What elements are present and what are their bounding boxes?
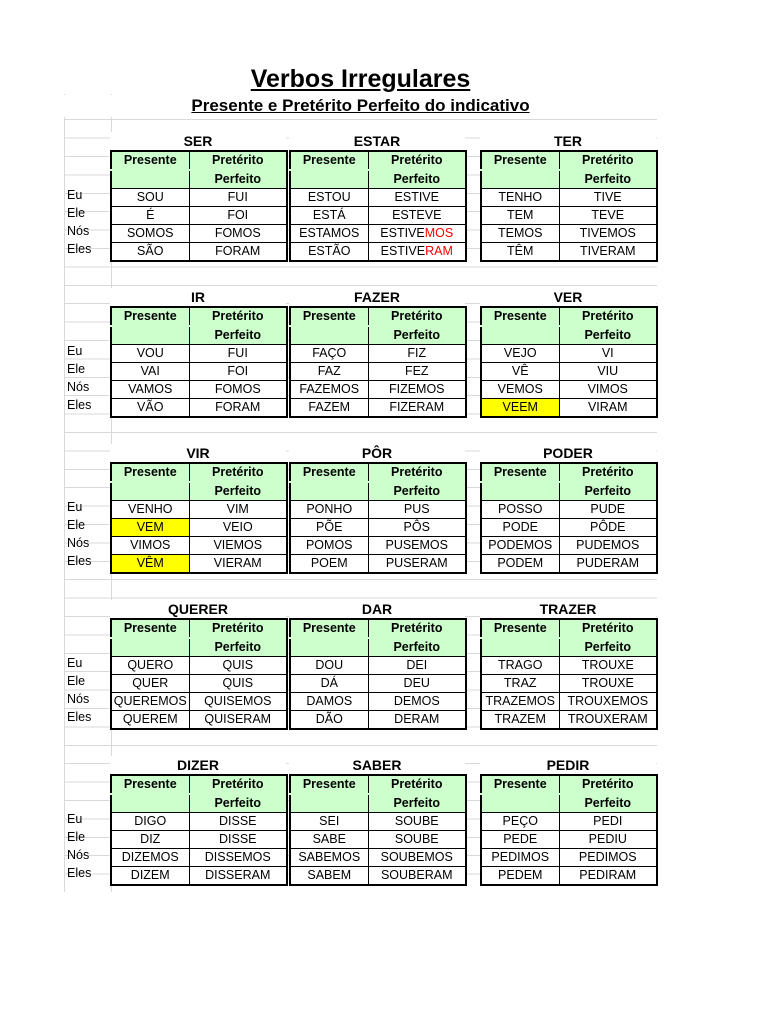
table-row — [481, 693, 657, 711]
presente-cell: VIMOS — [111, 537, 189, 555]
table-row — [111, 207, 287, 225]
presente-cell: QUEREM — [111, 711, 189, 730]
page-subtitle: Presente e Pretérito Perfeito do indicativo — [64, 95, 657, 117]
header-presente-spacer — [481, 170, 559, 189]
header-presente: Presente — [290, 463, 368, 482]
presente-cell: FAZ — [290, 363, 368, 381]
conjugation-table — [110, 150, 288, 262]
verb-name: ESTAR — [289, 132, 465, 150]
preterito-cell: TIVERAM — [559, 243, 657, 262]
presente-cell: TÊM — [481, 243, 559, 262]
table-row — [481, 831, 657, 849]
header-presente-spacer — [481, 326, 559, 345]
preterito-cell: DISSE — [189, 831, 287, 849]
presente-cell: TENHO — [481, 189, 559, 207]
preterito-cell: VI — [559, 345, 657, 363]
presente-cell: SABEMOS — [290, 849, 368, 867]
table-row — [290, 207, 466, 225]
pronoun-label: Eu — [67, 812, 83, 826]
table-row — [481, 399, 657, 418]
table-row — [290, 363, 466, 381]
header-perfeito: Perfeito — [189, 794, 287, 813]
table-row — [290, 657, 466, 675]
header-presente-spacer — [111, 482, 189, 501]
preterito-cell: DEI — [368, 657, 466, 675]
preterito-cell: PUS — [368, 501, 466, 519]
table-row — [111, 537, 287, 555]
table-row — [111, 555, 287, 574]
table-row — [290, 399, 466, 418]
table-row — [111, 693, 287, 711]
table-row — [481, 555, 657, 574]
table-row — [111, 831, 287, 849]
table-row — [290, 867, 466, 886]
header-presente-spacer — [111, 170, 189, 189]
preterito-cell: PUSERAM — [368, 555, 466, 574]
presente-cell: SEI — [290, 813, 368, 831]
preterito-cell — [368, 243, 466, 262]
pronoun-label: Eu — [67, 500, 83, 514]
preterito-cell: PUDERAM — [559, 555, 657, 574]
presente-cell: TEMOS — [481, 225, 559, 243]
header-perfeito: Perfeito — [559, 170, 657, 189]
cell-text: ESTIVE — [380, 226, 425, 240]
header-presente: Presente — [481, 619, 559, 638]
header-presente: Presente — [290, 151, 368, 170]
preterito-cell: VIM — [189, 501, 287, 519]
table-row — [111, 363, 287, 381]
table-row — [290, 243, 466, 262]
header-presente: Presente — [111, 151, 189, 170]
table-row — [481, 537, 657, 555]
pronoun-label: Eles — [67, 554, 92, 568]
verb-name: FAZER — [289, 288, 465, 306]
pronoun-label: Eu — [67, 656, 83, 670]
presente-cell: PONHO — [290, 501, 368, 519]
presente-cell: DIGO — [111, 813, 189, 831]
header-presente: Presente — [481, 775, 559, 794]
verb-name: VER — [480, 288, 656, 306]
table-row — [481, 345, 657, 363]
header-preterito: Pretérito — [189, 463, 287, 482]
preterito-cell: FIZ — [368, 345, 466, 363]
preterito-cell: TROUXEMOS — [559, 693, 657, 711]
presente-cell: TRAGO — [481, 657, 559, 675]
presente-cell: PEÇO — [481, 813, 559, 831]
table-row — [290, 225, 466, 243]
conjugation-table — [110, 306, 288, 418]
verb-name: PODER — [480, 444, 656, 462]
header-preterito: Pretérito — [189, 307, 287, 326]
conjugation-table — [110, 618, 288, 730]
presente-cell: QUERO — [111, 657, 189, 675]
preterito-cell: PEDIU — [559, 831, 657, 849]
table-row — [290, 711, 466, 730]
header-presente-spacer — [481, 794, 559, 813]
table-row — [290, 189, 466, 207]
conjugation-table — [110, 462, 288, 574]
preterito-cell: ESTEVE — [368, 207, 466, 225]
verb-name: PEDIR — [480, 756, 656, 774]
presente-cell: TRAZEMOS — [481, 693, 559, 711]
presente-cell: VAI — [111, 363, 189, 381]
header-preterito: Pretérito — [559, 463, 657, 482]
presente-cell: VÃO — [111, 399, 189, 418]
preterito-cell: QUISERAM — [189, 711, 287, 730]
preterito-cell: PEDI — [559, 813, 657, 831]
preterito-cell: FORAM — [189, 399, 287, 418]
preterito-cell: PEDIMOS — [559, 849, 657, 867]
table-row — [111, 657, 287, 675]
preterito-cell: FOI — [189, 363, 287, 381]
preterito-cell: PÔS — [368, 519, 466, 537]
header-perfeito: Perfeito — [559, 638, 657, 657]
header-preterito: Pretérito — [559, 775, 657, 794]
preterito-cell: DEU — [368, 675, 466, 693]
preterito-cell: TROUXERAM — [559, 711, 657, 730]
presente-cell: SABEM — [290, 867, 368, 886]
preterito-cell — [368, 225, 466, 243]
preterito-cell: FUI — [189, 345, 287, 363]
header-presente-spacer — [290, 482, 368, 501]
table-row — [111, 399, 287, 418]
header-presente-spacer — [111, 794, 189, 813]
preterito-cell: DISSERAM — [189, 867, 287, 886]
presente-cell: QUEREMOS — [111, 693, 189, 711]
table-row — [111, 711, 287, 730]
pronoun-label: Nós — [67, 536, 90, 550]
table-row — [290, 831, 466, 849]
header-perfeito: Perfeito — [368, 170, 466, 189]
header-presente: Presente — [481, 463, 559, 482]
pronoun-label: Eles — [67, 866, 92, 880]
presente-cell: VEM — [111, 519, 189, 537]
header-perfeito: Perfeito — [189, 170, 287, 189]
preterito-cell: SOUBERAM — [368, 867, 466, 886]
presente-cell: FAZEMOS — [290, 381, 368, 399]
pronoun-label: Nós — [67, 692, 90, 706]
header-presente-spacer — [111, 326, 189, 345]
presente-cell: DÁ — [290, 675, 368, 693]
header-presente-spacer — [290, 170, 368, 189]
presente-cell: SÃO — [111, 243, 189, 262]
preterito-cell: FOMOS — [189, 381, 287, 399]
presente-cell: ESTOU — [290, 189, 368, 207]
pronoun-label: Nós — [67, 224, 90, 238]
pronoun-label: Nós — [67, 848, 90, 862]
header-presente: Presente — [111, 775, 189, 794]
header-preterito: Pretérito — [368, 307, 466, 326]
presente-cell: DAMOS — [290, 693, 368, 711]
table-row — [481, 867, 657, 886]
conjugation-table — [480, 618, 658, 730]
conjugation-table — [480, 306, 658, 418]
conjugation-table — [480, 150, 658, 262]
table-row — [111, 675, 287, 693]
header-presente-spacer — [481, 638, 559, 657]
conjugation-table — [480, 774, 658, 886]
table-row — [290, 849, 466, 867]
header-presente-spacer — [290, 638, 368, 657]
presente-cell: VÊM — [111, 555, 189, 574]
conjugation-table — [289, 306, 467, 418]
table-row — [481, 243, 657, 262]
preterito-cell: ESTIVE — [368, 189, 466, 207]
table-row — [111, 243, 287, 262]
presente-cell: POSSO — [481, 501, 559, 519]
presente-cell: DIZEM — [111, 867, 189, 886]
pronoun-label: Eu — [67, 344, 83, 358]
pronoun-label: Eles — [67, 398, 92, 412]
presente-cell: PODE — [481, 519, 559, 537]
preterito-cell: PÔDE — [559, 519, 657, 537]
presente-cell: TRAZEM — [481, 711, 559, 730]
preterito-cell: FOI — [189, 207, 287, 225]
table-row — [290, 345, 466, 363]
table-row — [481, 675, 657, 693]
presente-cell: SOMOS — [111, 225, 189, 243]
presente-cell: ESTAMOS — [290, 225, 368, 243]
presente-cell: TRAZ — [481, 675, 559, 693]
table-row — [290, 501, 466, 519]
table-row — [111, 519, 287, 537]
preterito-cell: SOUBEMOS — [368, 849, 466, 867]
table-row — [111, 867, 287, 886]
presente-cell: É — [111, 207, 189, 225]
table-row — [290, 381, 466, 399]
preterito-cell: TEVE — [559, 207, 657, 225]
header-presente-spacer — [290, 326, 368, 345]
header-preterito: Pretérito — [368, 463, 466, 482]
presente-cell: VEMOS — [481, 381, 559, 399]
presente-cell: PEDEM — [481, 867, 559, 886]
presente-cell: POEM — [290, 555, 368, 574]
presente-cell: FAÇO — [290, 345, 368, 363]
pronoun-label: Ele — [67, 518, 86, 532]
header-perfeito: Perfeito — [368, 794, 466, 813]
verb-name: DIZER — [110, 756, 286, 774]
preterito-cell: PEDIRAM — [559, 867, 657, 886]
preterito-cell: SOUBE — [368, 831, 466, 849]
cell-text: ESTIVE — [380, 244, 426, 258]
verb-name: PÔR — [289, 444, 465, 462]
preterito-cell: DERAM — [368, 711, 466, 730]
preterito-cell: DISSE — [189, 813, 287, 831]
table-row — [481, 849, 657, 867]
presente-cell: PEDIMOS — [481, 849, 559, 867]
presente-cell: DOU — [290, 657, 368, 675]
header-perfeito: Perfeito — [559, 794, 657, 813]
table-row — [481, 519, 657, 537]
header-presente: Presente — [290, 619, 368, 638]
preterito-cell: FUI — [189, 189, 287, 207]
header-preterito: Pretérito — [368, 151, 466, 170]
header-preterito: Pretérito — [189, 151, 287, 170]
preterito-cell: PUDEMOS — [559, 537, 657, 555]
preterito-cell: DEMOS — [368, 693, 466, 711]
conjugation-table — [289, 462, 467, 574]
preterito-cell: PUDE — [559, 501, 657, 519]
preterito-cell: QUISEMOS — [189, 693, 287, 711]
presente-cell: DIZEMOS — [111, 849, 189, 867]
table-row — [111, 813, 287, 831]
header-preterito: Pretérito — [559, 307, 657, 326]
presente-cell: QUER — [111, 675, 189, 693]
preterito-cell: TROUXE — [559, 675, 657, 693]
presente-cell: VOU — [111, 345, 189, 363]
header-presente: Presente — [290, 307, 368, 326]
preterito-cell: SOUBE — [368, 813, 466, 831]
preterito-cell: TROUXE — [559, 657, 657, 675]
header-presente: Presente — [290, 775, 368, 794]
presente-cell: VÊ — [481, 363, 559, 381]
verb-name: SABER — [289, 756, 465, 774]
cell-text-red: RAM — [425, 244, 453, 258]
header-presente-spacer — [290, 794, 368, 813]
header-presente: Presente — [111, 307, 189, 326]
preterito-cell: VIU — [559, 363, 657, 381]
table-row — [290, 537, 466, 555]
pronoun-label: Nós — [67, 380, 90, 394]
preterito-cell: VIERAM — [189, 555, 287, 574]
table-row — [111, 345, 287, 363]
pronoun-label: Eles — [67, 710, 92, 724]
presente-cell: FAZEM — [290, 399, 368, 418]
preterito-cell: VEIO — [189, 519, 287, 537]
preterito-cell: QUIS — [189, 657, 287, 675]
page-title: Verbos Irregulares — [64, 64, 657, 94]
pronoun-label: Ele — [67, 362, 86, 376]
presente-cell: VAMOS — [111, 381, 189, 399]
verb-name: IR — [110, 288, 286, 306]
table-row — [481, 501, 657, 519]
preterito-cell: PUSEMOS — [368, 537, 466, 555]
header-presente: Presente — [111, 619, 189, 638]
presente-cell: ESTÃO — [290, 243, 368, 262]
presente-cell: TEM — [481, 207, 559, 225]
table-row — [481, 207, 657, 225]
header-perfeito: Perfeito — [368, 326, 466, 345]
presente-cell: SABE — [290, 831, 368, 849]
presente-cell: VEJO — [481, 345, 559, 363]
header-presente: Presente — [111, 463, 189, 482]
preterito-cell: FOMOS — [189, 225, 287, 243]
preterito-cell: VIEMOS — [189, 537, 287, 555]
header-perfeito: Perfeito — [368, 638, 466, 657]
presente-cell: DIZ — [111, 831, 189, 849]
table-row — [111, 189, 287, 207]
pronoun-label: Eu — [67, 188, 83, 202]
table-row — [111, 849, 287, 867]
cell-text-red: MOS — [424, 226, 454, 240]
header-preterito: Pretérito — [368, 619, 466, 638]
presente-cell: POMOS — [290, 537, 368, 555]
table-row — [481, 657, 657, 675]
preterito-cell: FIZEMOS — [368, 381, 466, 399]
presente-cell: PEDE — [481, 831, 559, 849]
preterito-cell: FORAM — [189, 243, 287, 262]
header-preterito: Pretérito — [368, 775, 466, 794]
verb-name: TRAZER — [480, 600, 656, 618]
conjugation-table — [480, 462, 658, 574]
header-preterito: Pretérito — [189, 775, 287, 794]
table-row — [111, 381, 287, 399]
table-row — [481, 813, 657, 831]
header-perfeito: Perfeito — [559, 482, 657, 501]
table-row — [481, 711, 657, 730]
table-row — [290, 675, 466, 693]
header-preterito: Pretérito — [559, 151, 657, 170]
presente-cell: PÕE — [290, 519, 368, 537]
verb-name: QUERER — [110, 600, 286, 618]
header-preterito: Pretérito — [559, 619, 657, 638]
pronoun-label: Ele — [67, 206, 86, 220]
table-row — [111, 225, 287, 243]
header-perfeito: Perfeito — [189, 326, 287, 345]
table-row — [290, 519, 466, 537]
header-perfeito: Perfeito — [189, 638, 287, 657]
presente-cell: PODEM — [481, 555, 559, 574]
header-preterito: Pretérito — [189, 619, 287, 638]
preterito-cell: VIMOS — [559, 381, 657, 399]
table-row — [290, 555, 466, 574]
preterito-cell: FIZERAM — [368, 399, 466, 418]
header-perfeito: Perfeito — [368, 482, 466, 501]
header-perfeito: Perfeito — [189, 482, 287, 501]
preterito-cell: TIVE — [559, 189, 657, 207]
table-row — [481, 225, 657, 243]
header-presente-spacer — [111, 638, 189, 657]
verb-name: DAR — [289, 600, 465, 618]
table-row — [481, 381, 657, 399]
preterito-cell: VIRAM — [559, 399, 657, 418]
pronoun-label: Eles — [67, 242, 92, 256]
presente-cell: ESTÁ — [290, 207, 368, 225]
verb-name: VIR — [110, 444, 286, 462]
table-row — [290, 813, 466, 831]
header-perfeito: Perfeito — [559, 326, 657, 345]
conjugation-table — [289, 150, 467, 262]
table-row — [481, 189, 657, 207]
pronoun-label: Ele — [67, 830, 86, 844]
header-presente: Presente — [481, 307, 559, 326]
presente-cell: VEEM — [481, 399, 559, 418]
conjugation-table — [289, 774, 467, 886]
preterito-cell: QUIS — [189, 675, 287, 693]
conjugation-table — [289, 618, 467, 730]
presente-cell: DÃO — [290, 711, 368, 730]
header-presente-spacer — [481, 482, 559, 501]
pronoun-label: Ele — [67, 674, 86, 688]
preterito-cell: FEZ — [368, 363, 466, 381]
verb-name: SER — [110, 132, 286, 150]
presente-cell: PODEMOS — [481, 537, 559, 555]
verb-name: TER — [480, 132, 656, 150]
presente-cell: VENHO — [111, 501, 189, 519]
preterito-cell: TIVEMOS — [559, 225, 657, 243]
table-row — [290, 693, 466, 711]
header-presente: Presente — [481, 151, 559, 170]
presente-cell: SOU — [111, 189, 189, 207]
preterito-cell: DISSEMOS — [189, 849, 287, 867]
table-row — [481, 363, 657, 381]
conjugation-table — [110, 774, 288, 886]
table-row — [111, 501, 287, 519]
